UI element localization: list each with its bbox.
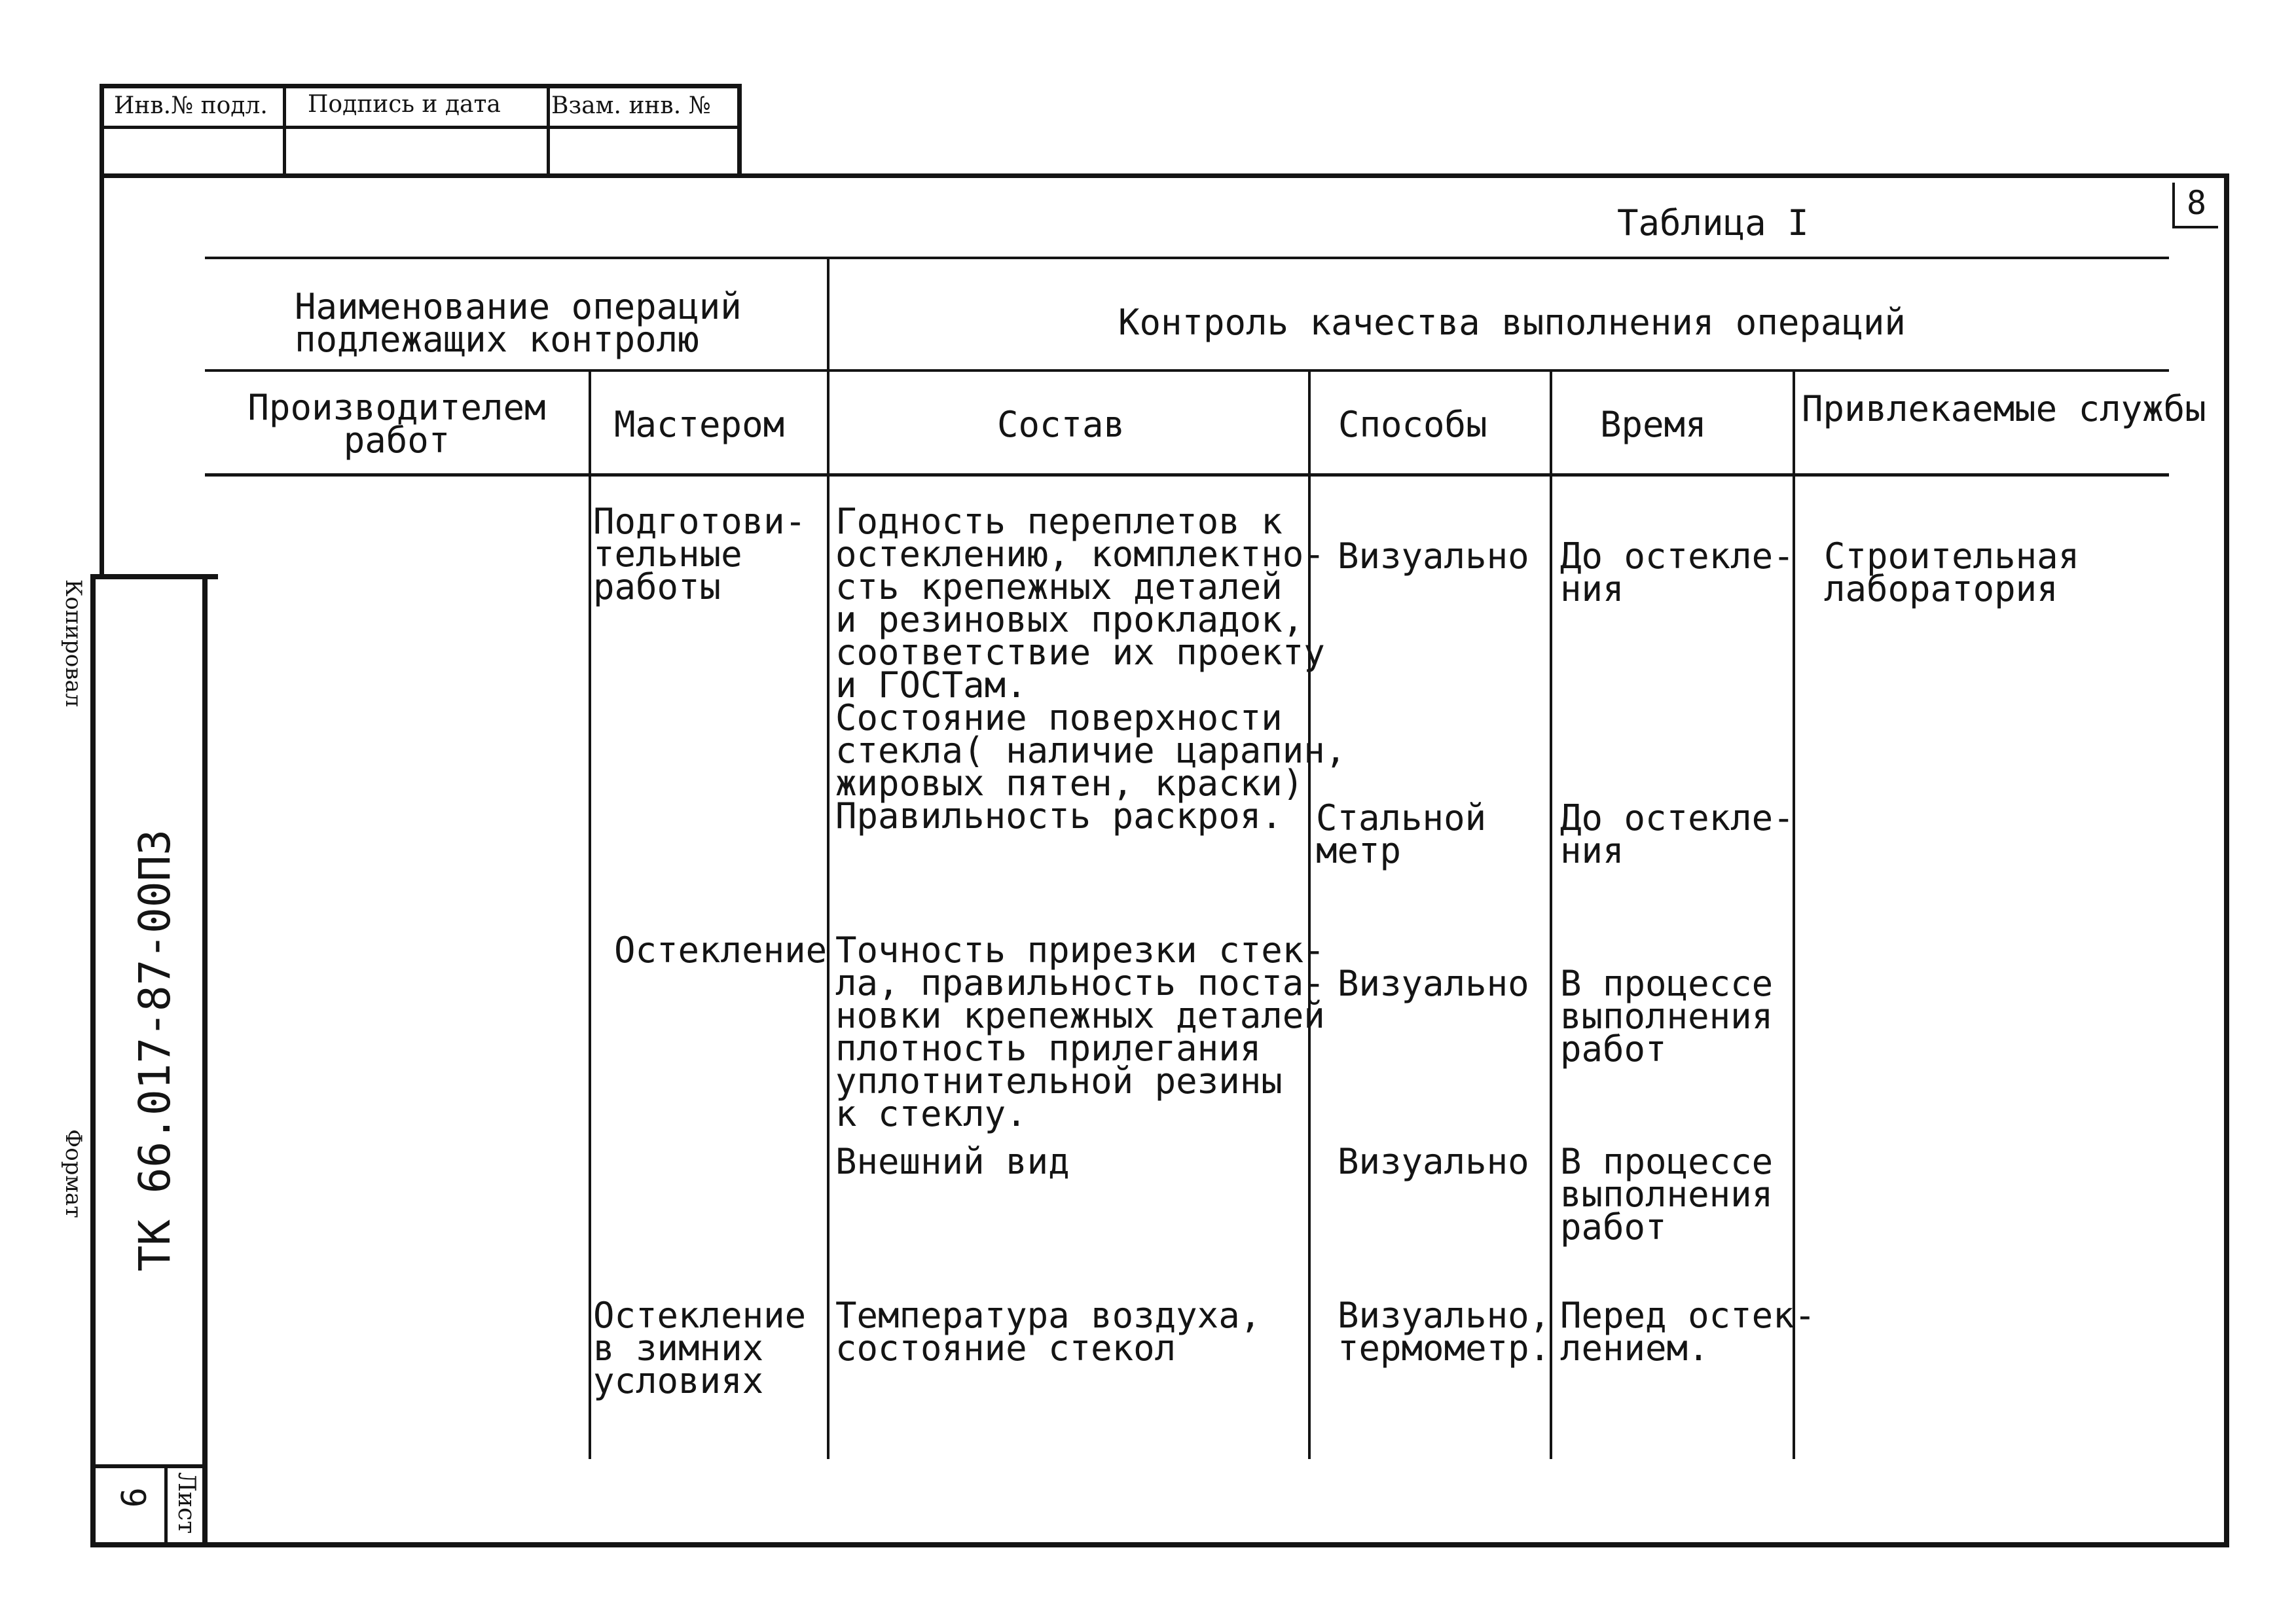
approval-stamp [100,84,742,178]
header-ops-group: Наименование операций подлежащих контролю [295,286,742,360]
col-divider-ops [827,257,829,1459]
header-services: Привлекаемые службы [1802,388,2206,429]
vzam-label: Взам. инв. № [551,92,711,119]
doc-code: ТК 66.017-87-00ПЗ [130,829,180,1272]
sign-date-label: Подпись и дата [308,91,501,118]
table-caption: Таблица I [1617,202,1809,244]
header-bottom-rule [205,473,2169,477]
copied-label: Копировал [60,579,86,708]
side-title-block [90,574,218,1547]
prep-method-2: Стальной метр [1316,797,1487,871]
glazing-composition-2: Внешний вид [835,1141,1070,1182]
glazing-method-1: Визуально [1338,963,1529,1004]
page-number: 8 [2187,184,2207,222]
sheet-label: Лист [173,1472,200,1534]
sheet-number: 6 [115,1487,155,1508]
inv-label: Инв.№ подл. [114,92,268,119]
glazing-time-2: В процессе выполнения работ [1560,1141,1774,1248]
prep-master: Подготови- тельные работы [593,501,807,607]
col-divider-master [589,370,591,1459]
prep-service: Строительная лаборатория [1824,535,2080,609]
prep-time-2: До остекле- ния [1560,797,1795,871]
header-composition: Состав [997,404,1125,445]
prep-composition: Годность переплетов к остеклению, комплектно- сть крепежных деталей и резиновых прокладок, соответствие их проекту и ГОСТам. Состояние поверхности стекла( наличие царапин, жировых пятен, краски) Правильность раскроя. [835,501,1347,837]
winter-master: Остекление в зимних условиях [593,1295,807,1401]
glazing-method-2: Визуально [1338,1141,1529,1182]
glazing-time-1: В процессе выполнения работ [1560,963,1774,1070]
winter-method: Визуально, термометр. [1338,1295,1551,1369]
header-mid-rule [205,369,2169,372]
header-master: Мастером [614,404,785,445]
winter-time: Перед остек- лением. [1560,1295,1816,1369]
glazing-composition-1: Точность прирезки стек- ла, правильность поста- новки крепежных деталей плотность прилегания уплотнительной резины к стеклу. [835,929,1325,1134]
header-producer: Производителем работ [247,387,546,461]
header-quality-group: Контроль качества выполнения операций [1118,302,1906,343]
format-label: Формат [60,1129,86,1218]
prep-time-1: До остекле- ния [1560,535,1795,609]
header-methods: Способы [1338,404,1487,445]
prep-method-1: Визуально [1338,535,1529,577]
main-frame-bottom [90,1542,2229,1547]
main-frame-left-upper [100,84,104,579]
table-top-rule [205,257,2169,259]
main-frame-top [100,173,2229,178]
page-number-box [2172,183,2218,228]
header-time: Время [1600,404,1707,445]
glazing-master: Остекление [614,929,828,971]
winter-composition: Температура воздуха, состояние стекол [835,1295,1262,1369]
main-frame-right [2224,173,2229,1547]
